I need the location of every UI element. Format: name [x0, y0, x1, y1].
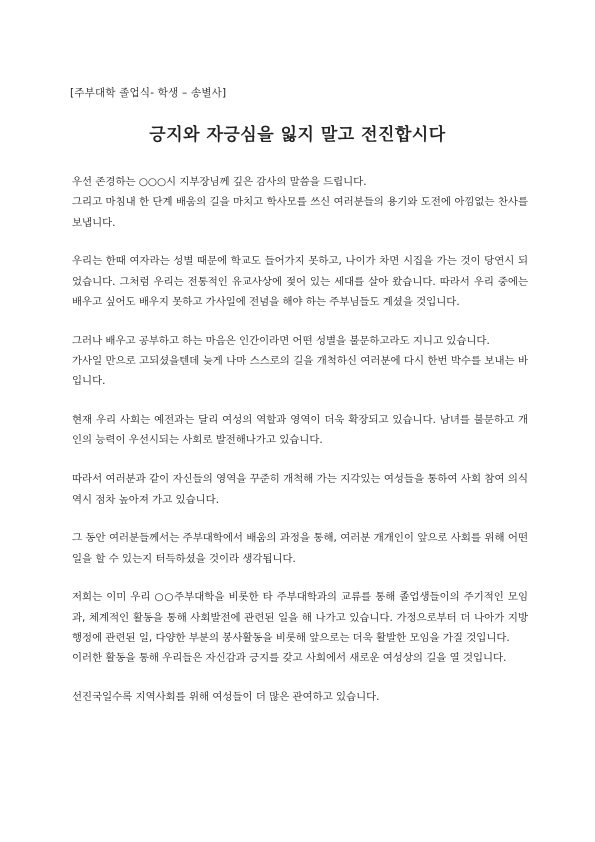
paragraph-6 — [72, 528, 528, 569]
paragraph-line: 그 동안 여러분들께서는 주부대학에서 배움의 과정을 통해, 여러분 개개인이 앞으로 사회를 위해 어떤 일을 할 수 있는지 터득하셨을 것이라 생각됩니다. — [72, 532, 528, 565]
paragraph-3 — [72, 331, 528, 392]
paragraph-line: 그러나 배우고 공부하고 하는 마음은 인간이라면 어떤 성별을 불문하고라도 지니고 있습니다. — [72, 334, 490, 347]
paragraph-line: 우선 존경하는 ○○○시 지부장님께 깊은 감사의 말씀을 드립니다. — [72, 176, 367, 188]
document-body — [72, 172, 528, 726]
paragraph-line: 따라서 여러분과 같이 자신들의 영역을 꾸준히 개척해 가는 지각있는 여성들을 통하여 사회 참여 의식 역시 점차 높아져 가고 있습니다. — [72, 473, 528, 506]
paragraph-line: 그리고 마침내 한 단계 배움의 길을 마치고 학사모를 쓰신 여러분들의 용기와 도전에 아낌없는 찬사를 보냅니다. — [72, 196, 528, 229]
paragraph-line: 가사일 만으로 고되셨을텐데 늦게 나마 스스로의 길을 개척하신 여러분에 다시 한번 박수를 보내는 바입니다. — [72, 355, 528, 388]
paragraph-line: 이러한 활동을 통해 우리들은 자신감과 긍지를 갖고 사회에서 새로운 여성상의 길을 열 것입니다. — [72, 652, 507, 665]
paragraph-line: 선진국일수록 지역사회를 위해 여성들이 더 많은 관여하고 있습니다. — [72, 691, 380, 704]
paragraph-4 — [72, 410, 528, 451]
paragraph-1 — [72, 172, 528, 233]
paragraph-line: 현재 우리 사회는 예전과는 달리 여성의 역할과 영역이 더욱 확장되고 있습니다. 남녀를 불문하고 개인의 능력이 우선시되는 사회로 발전해나가고 있습니다. — [72, 414, 528, 447]
paragraph-5 — [72, 469, 528, 510]
paragraph-7 — [72, 587, 528, 668]
paragraph-8 — [72, 687, 528, 707]
paragraph-line: 우리는 한때 여자라는 성별 때문에 학교도 들어가지 못하고, 나이가 차면 시집을 가는 것이 당연시 되었습니다. 그처럼 우리는 전통적인 유교사상에 젖어 있는 세대를 살아 왔습니다. 따라서 우리 중에는 배우고 싶어도 배우지 못하고 가사일에 전념을 해야 하는 주부님들도 계셨을 것입니다. — [72, 255, 528, 308]
paragraph-line: 저희는 이미 우리 ○○주부대학을 비롯한 타 주부대학과의 교류를 통해 졸업생들이의 주기적인 모임과, 체계적인 활동을 통해 사회발전에 관련된 일을 해 나가고 있습니다. 가정으로부터 더 나아가 지방행정에 관련된 일, 다양한 부분의 봉사활동을 비롯해 앞으로는 더욱 활발한 모임을 가질 것입니다. — [72, 591, 528, 645]
paragraph-2 — [72, 251, 528, 312]
document-header: [주부대학 졸업식- 학생 – 송별사] — [70, 87, 227, 99]
document-title: 긍지와 자긍심을 잃지 말고 전진합시다 — [149, 125, 446, 145]
